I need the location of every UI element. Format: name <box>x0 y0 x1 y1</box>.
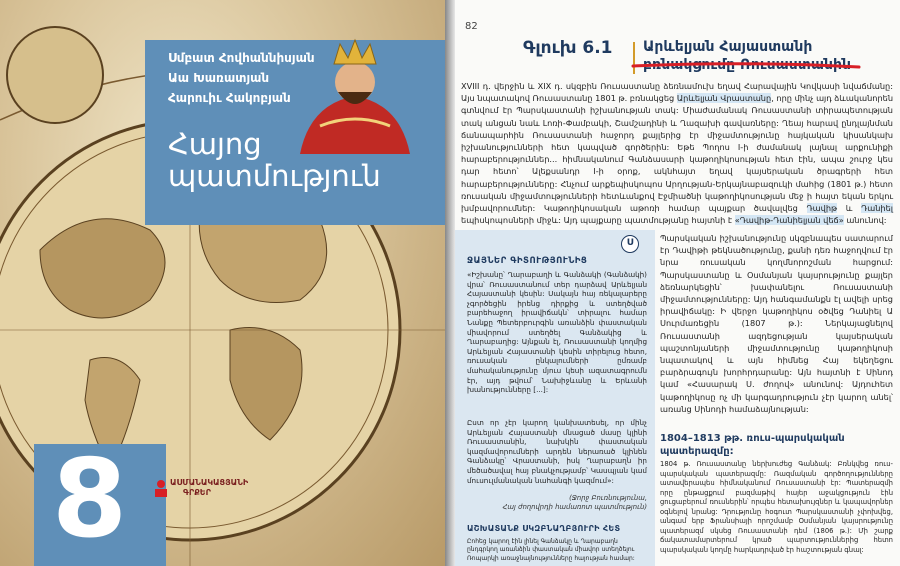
intro-text: անունով: <box>843 215 887 226</box>
sidebar-task-heading: ԱՇԽԱՏԱՆՔ ՍԿԶԲՆԱՂԲՅՈՒՐԻ ՀԵՏ <box>467 524 621 533</box>
intro-text: և <box>837 203 862 214</box>
sidebar-marker: Ս <box>621 235 639 253</box>
intro-text: , որը մինչ այդ ձևականորեն գտնվում էր Պարսկաստանի իշխանության տակ: Միաժամանակ Ռուսաստանի տիրապետության տակ անցան նաև Լոռի-Փամբակի, Շամշադինի և Ղազախի գավառները: Ղեայ հարավ ընդլայնման ճանապարհին Ռուսաստանի հաջորդ քայլերից էր միջամտությունը հայկական կիսանկախ իշխանությունների հետ կապված գործերին: Եթե Պողոս I-ի ժամանակ լայնալ արքունիքի հարաբերություններ... հիմնականում Գանձասարի կաթողիկոսության հետ էին, ապա շուրջ կես դար հետո՝ Ալեքսանդր I-ի օրոք, ակնհայտ եղավ կայսերական ծրագրերի հետ հարաբերությունները: Հնչում արքեպիսկոպոս Արղության-Երկայնաբազուկի մահից (1801 թ.) հետո ռուսական միջամտությունների հետևանքով Էջմիածնի կաթողիկոսության մեջ ի հայտ եկան երկու խմբավորումներ: Կաթողիկոսական աթոռի համար պայքար ծավալվեց <box>461 93 894 214</box>
sidebar-heading: ՋԱՅՆԵՐ ԳԻՏՈՒԹՅՈՒՆԻՑ <box>467 256 588 266</box>
publisher-name: ԱՍՄԱՆԱԿԱՑՅԱՆԻ ԳՐՔԵՐ <box>170 478 249 497</box>
source-line: Հայ ժողովրդի համառոտ պատմություն) <box>502 503 647 511</box>
book-title-line: պատմություն <box>168 159 381 193</box>
highlighted-term: Դանիել <box>861 203 893 214</box>
source-line: (Ջորջ Բուռնությունա, <box>569 494 647 502</box>
publisher-logo <box>152 478 249 498</box>
section-heading-text: 1804–1813 թթ. ռուս-պարսկական պատերազմը: <box>660 433 845 457</box>
sidebar-source <box>467 494 647 512</box>
author-name: Սմբատ Հովհաննիսյան <box>168 51 315 65</box>
intro-paragraph <box>461 80 893 226</box>
page-number: 82 <box>465 21 478 32</box>
chapter-title-line: բռնակցումը Ռուսաստանին <box>643 57 851 73</box>
highlighted-term: Արևելյան Վրաստանը <box>676 93 772 104</box>
section-heading <box>660 432 893 458</box>
main-paragraph: Պարսկական իշխանությունը սկզբնապես սատարում էր Դավիթի թեկնածությունը, քանի դեռ հաջողվում էր նրա ռուսական կողմնորոշման հարցում: Պարսկաստանը և Օսմանյան կայսրությունը քայլեր ձեռնարկեցին՝ խափանելու Ռուսաստանի միջամտությունները: Այդ հանգամանքն էլ ավելի սրեց իրավիճակը: Ի վերջո կաթողիկոս օծվեց Դանիել Ա Սուրմառեցին (1807 թ.): Ներկայացնելով Ռուսաստանի ազդեցության կայսերական պաշտոնյաների միջամտությունը կաթողիկոսի նպատակով և այն հիմնեց Հայ եկեղեցու բարձրագույն խորհրդարանը: Այն հայտնի է Սինոդ կամ «Հասարակ Ս. ժողով» անունով: Այդուհետ կաթողիկոսը ոչ մի կարգադրություն չէր կարող անել՝ առանց Սինոդի համաձայնության: <box>660 233 893 414</box>
sidebar-task-text: Ըոհեց կարող էին լինել Գանձակը և Ղարաբաղն ընդգրկող առանձին փաստական միավոր ստեղծելու Ռոպարկի առաջնայնությունները հայության համար: <box>467 538 635 562</box>
highlighted-term: «Դավիթ-Դանիելյան վեճ» <box>734 215 844 226</box>
grade-number: 8 <box>52 437 128 562</box>
highlighted-term: Դավիթ <box>806 203 838 214</box>
book-title-line: Հայոց <box>168 127 262 161</box>
chapter-title-line: Արևելյան Հայաստանի <box>643 39 813 55</box>
author-name: Աա Խառատյան <box>168 71 270 85</box>
king-illustration-icon <box>290 34 420 154</box>
sidebar-quote: «Իշխանը՝ Ղարաբաղի և Գանձակի (Գանձակի) վրա՝ Ռուսաստանում տեր դարձավ Արևելյան Հայաստանի կեսին: Սակայն հայ ռեկալարերը չգործեցին իրենց դիրքից և ստեղծված բարեհաջող իրավիճակն՝ տիրալու համար Նանքը Պետերբուրգին առանձին փաստական միավորում ստեղծել Գանձակից և Ղարաբաղից: Այնքան էլ, Ռուսաստանի կողմից Արևելյան Հայաստանի կեսին տիրելուց հետո, ռուսական ընկալումների ըմռամբ մահականությունը մյուս կեսի ազատագրումն էր, այդ թվում՝ Նախիջևանը և Երևանի խանությունները [...]: <box>467 270 647 395</box>
intro-text: XVIII դ. վերջին և XIX դ. սկզբին Ռուսաստանը ձեռնամուխ եղավ Հարավային Կովկասի նվաճմանը: Այս նպատակով Ռուսաստանը 1801 թ. բռնակցեց <box>461 81 893 104</box>
book-cover <box>0 0 445 566</box>
book-spine <box>445 0 455 566</box>
section-paragraph: 1804 թ. Ռուսաստանը ներխուժեց Գանձակ: Բռնկվեց ռուս-պարսկական պատերազմը: Ռազմական գործողությունները ատավերապես հիմնականում Ռուսաստանի էր: Պատերազմի որը ընթացքում բազմաթիվ հայեր աջակցություն էին ցուցաբերում ռուսներին՝ որպես հետախույզներ և կապավորներ օգնելով նրանց: Դրությունը հօգուտ Պարսկաստանի չփոխվեց, անգամ երբ Ֆրանսիայի որոշմամբ Օսմանյան կայսրությունը պատերազմ սկսեց Ռուսաստանի դեմ (1806 թ.): Մի շարք ճակատամարտերում կրած պարտություններից հետո պարսկական կողմը հարկադրված էր հաշտության գնալ: <box>660 460 893 554</box>
sidebar-quote-cont: Ըստ որ չէր կարող կանխատեսել, որ մինչ Արևելյան Հայաստանի մնացած մասը կլինի Ռուսաստանին, նախկին փաստական կազմավորումների արդեն ներառած կլինեն Գանձակը՝ Վրաստանի, իսկ Ղարաբաղն իր մեծածավալ հայ բնակչությամբ՝ Կասպյան կամ մուսուլմանական նահանգի կազմում»: <box>467 418 647 485</box>
chapter-number: Գլուխ 6.1 <box>523 38 613 58</box>
author-name: Հարուիւ Հակոբյան <box>168 91 291 105</box>
intro-text: եպիսկոպոսների միջև: Այդ պայքարը պատմությանը հայտնի է <box>461 215 735 226</box>
textbook-page <box>455 0 900 566</box>
red-underline-annotation <box>631 60 861 70</box>
publisher-logo-icon <box>152 478 170 498</box>
